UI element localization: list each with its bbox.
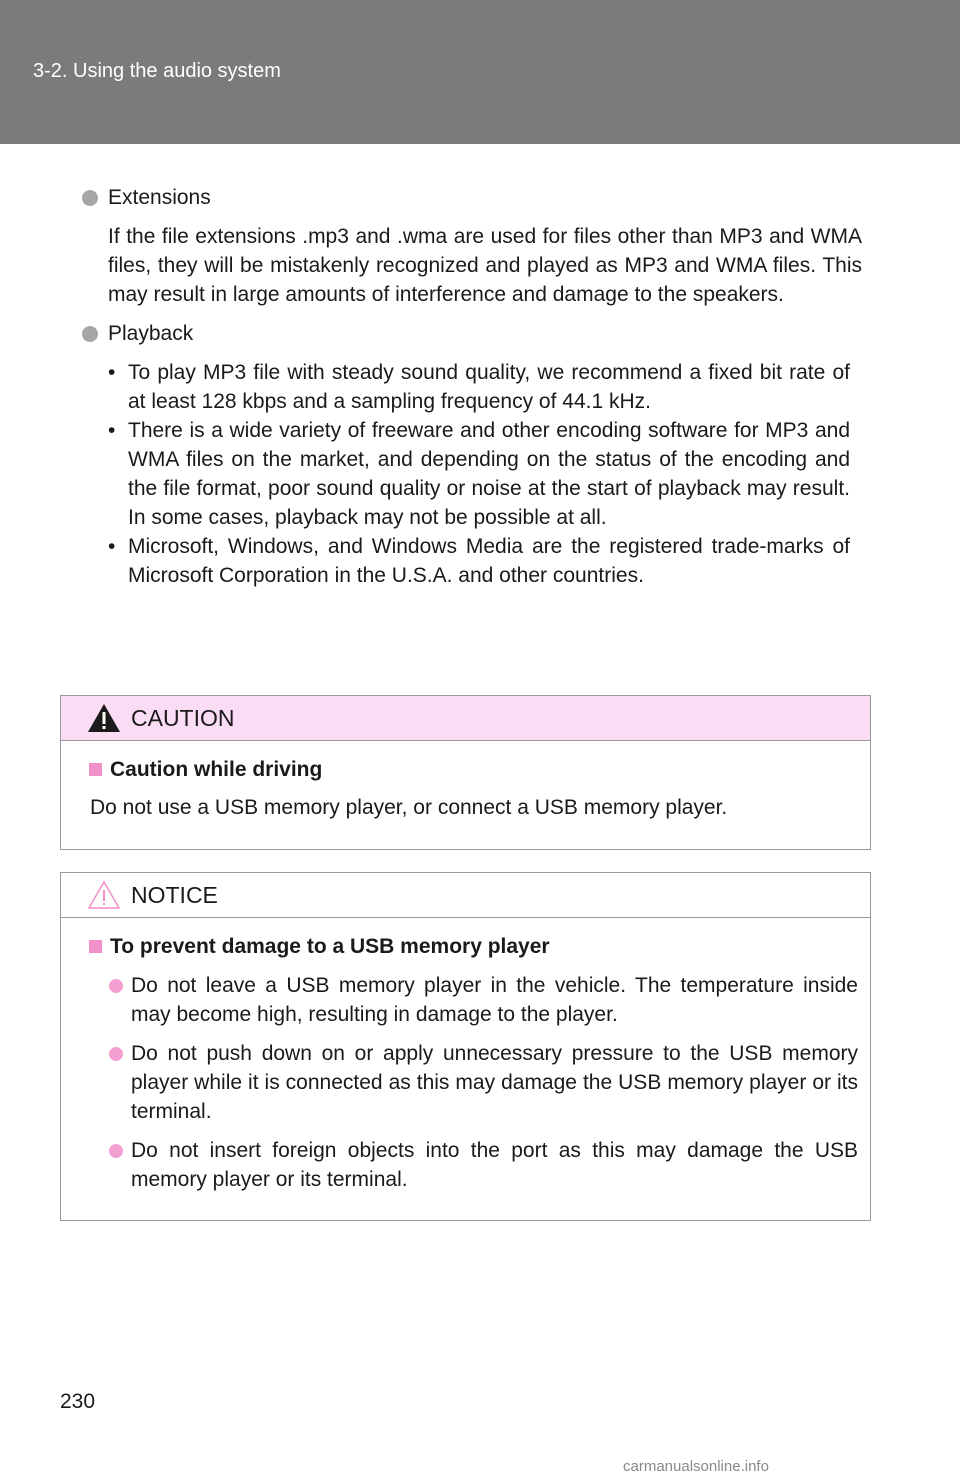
bullet-dot-icon bbox=[109, 1047, 123, 1061]
bullet-dot-icon bbox=[109, 1144, 123, 1158]
notice-heading-text: To prevent damage to a USB memory player bbox=[110, 935, 550, 958]
caution-text: Do not use a USB memory player, or connect a USB memory player. bbox=[90, 796, 728, 819]
notice-header bbox=[61, 873, 870, 918]
watermark: carmanualsonline.info bbox=[623, 1458, 769, 1475]
caution-header bbox=[61, 696, 870, 741]
caution-box bbox=[60, 695, 871, 850]
main-content bbox=[82, 183, 862, 590]
notice-body bbox=[61, 918, 870, 1214]
extensions-heading-text: Extensions bbox=[108, 186, 211, 209]
list-item bbox=[89, 1136, 858, 1194]
notice-item-text: Do not insert foreign objects into the port as this may damage the USB memory player or its terminal. bbox=[131, 1139, 858, 1191]
caution-heading-text: Caution while driving bbox=[110, 758, 323, 781]
list-item bbox=[89, 971, 858, 1029]
page-number: 230 bbox=[60, 1390, 96, 1413]
notice-item-text: Do not leave a USB memory player in the vehicle. The temperature inside may become high, resulting in damage to the player. bbox=[131, 974, 858, 1026]
notice-heading bbox=[89, 932, 858, 961]
section-title: 3-2. Using the audio system bbox=[33, 60, 281, 82]
extensions-paragraph: If the file extensions .mp3 and .wma are used for files other than MP3 and WMA files, they will be mistakenly recognized and played as MP3 and WMA files. This may result in large amounts of interference and damage to the speakers. bbox=[108, 225, 862, 306]
list-item: • Microsoft, Windows, and Windows Media are the registered trade-marks of Microsoft Corporation in the U.S.A. and other countries. bbox=[108, 532, 850, 590]
playback-heading-text: Playback bbox=[108, 322, 194, 345]
square-bullet-icon bbox=[89, 940, 102, 953]
notice-box bbox=[60, 872, 871, 1221]
caution-body bbox=[61, 741, 870, 842]
list-item: • To play MP3 file with steady sound quality, we recommend a fixed bit rate of at least 128 kbps and a sampling frequency of 44.1 kHz. bbox=[108, 358, 850, 416]
playback-heading bbox=[82, 319, 862, 349]
list-item: • There is a wide variety of freeware and other encoding software for MP3 and WMA files on the market, and depending on the status of the encoding and the file format, poor sound quality or noise at the start of playback may result. In some cases, playback may not be possible at all. bbox=[108, 416, 850, 532]
bullet-dot-icon bbox=[82, 326, 98, 342]
warning-triangle-icon bbox=[87, 703, 121, 733]
notice-item-text: Do not push down on or apply unnecessary pressure to the USB memory player while it is connected as this may damage the USB memory player or its terminal. bbox=[131, 1042, 858, 1123]
bullet-dot-icon bbox=[82, 190, 98, 206]
caution-heading bbox=[89, 755, 858, 784]
page-header bbox=[0, 0, 960, 144]
bullet-dot-icon bbox=[109, 979, 123, 993]
extensions-heading bbox=[82, 183, 862, 213]
list-item bbox=[89, 1039, 858, 1126]
playback-list bbox=[108, 358, 850, 590]
square-bullet-icon bbox=[89, 763, 102, 776]
caution-label: CAUTION bbox=[131, 704, 235, 731]
notice-triangle-icon bbox=[87, 880, 121, 910]
notice-label: NOTICE bbox=[131, 881, 218, 908]
